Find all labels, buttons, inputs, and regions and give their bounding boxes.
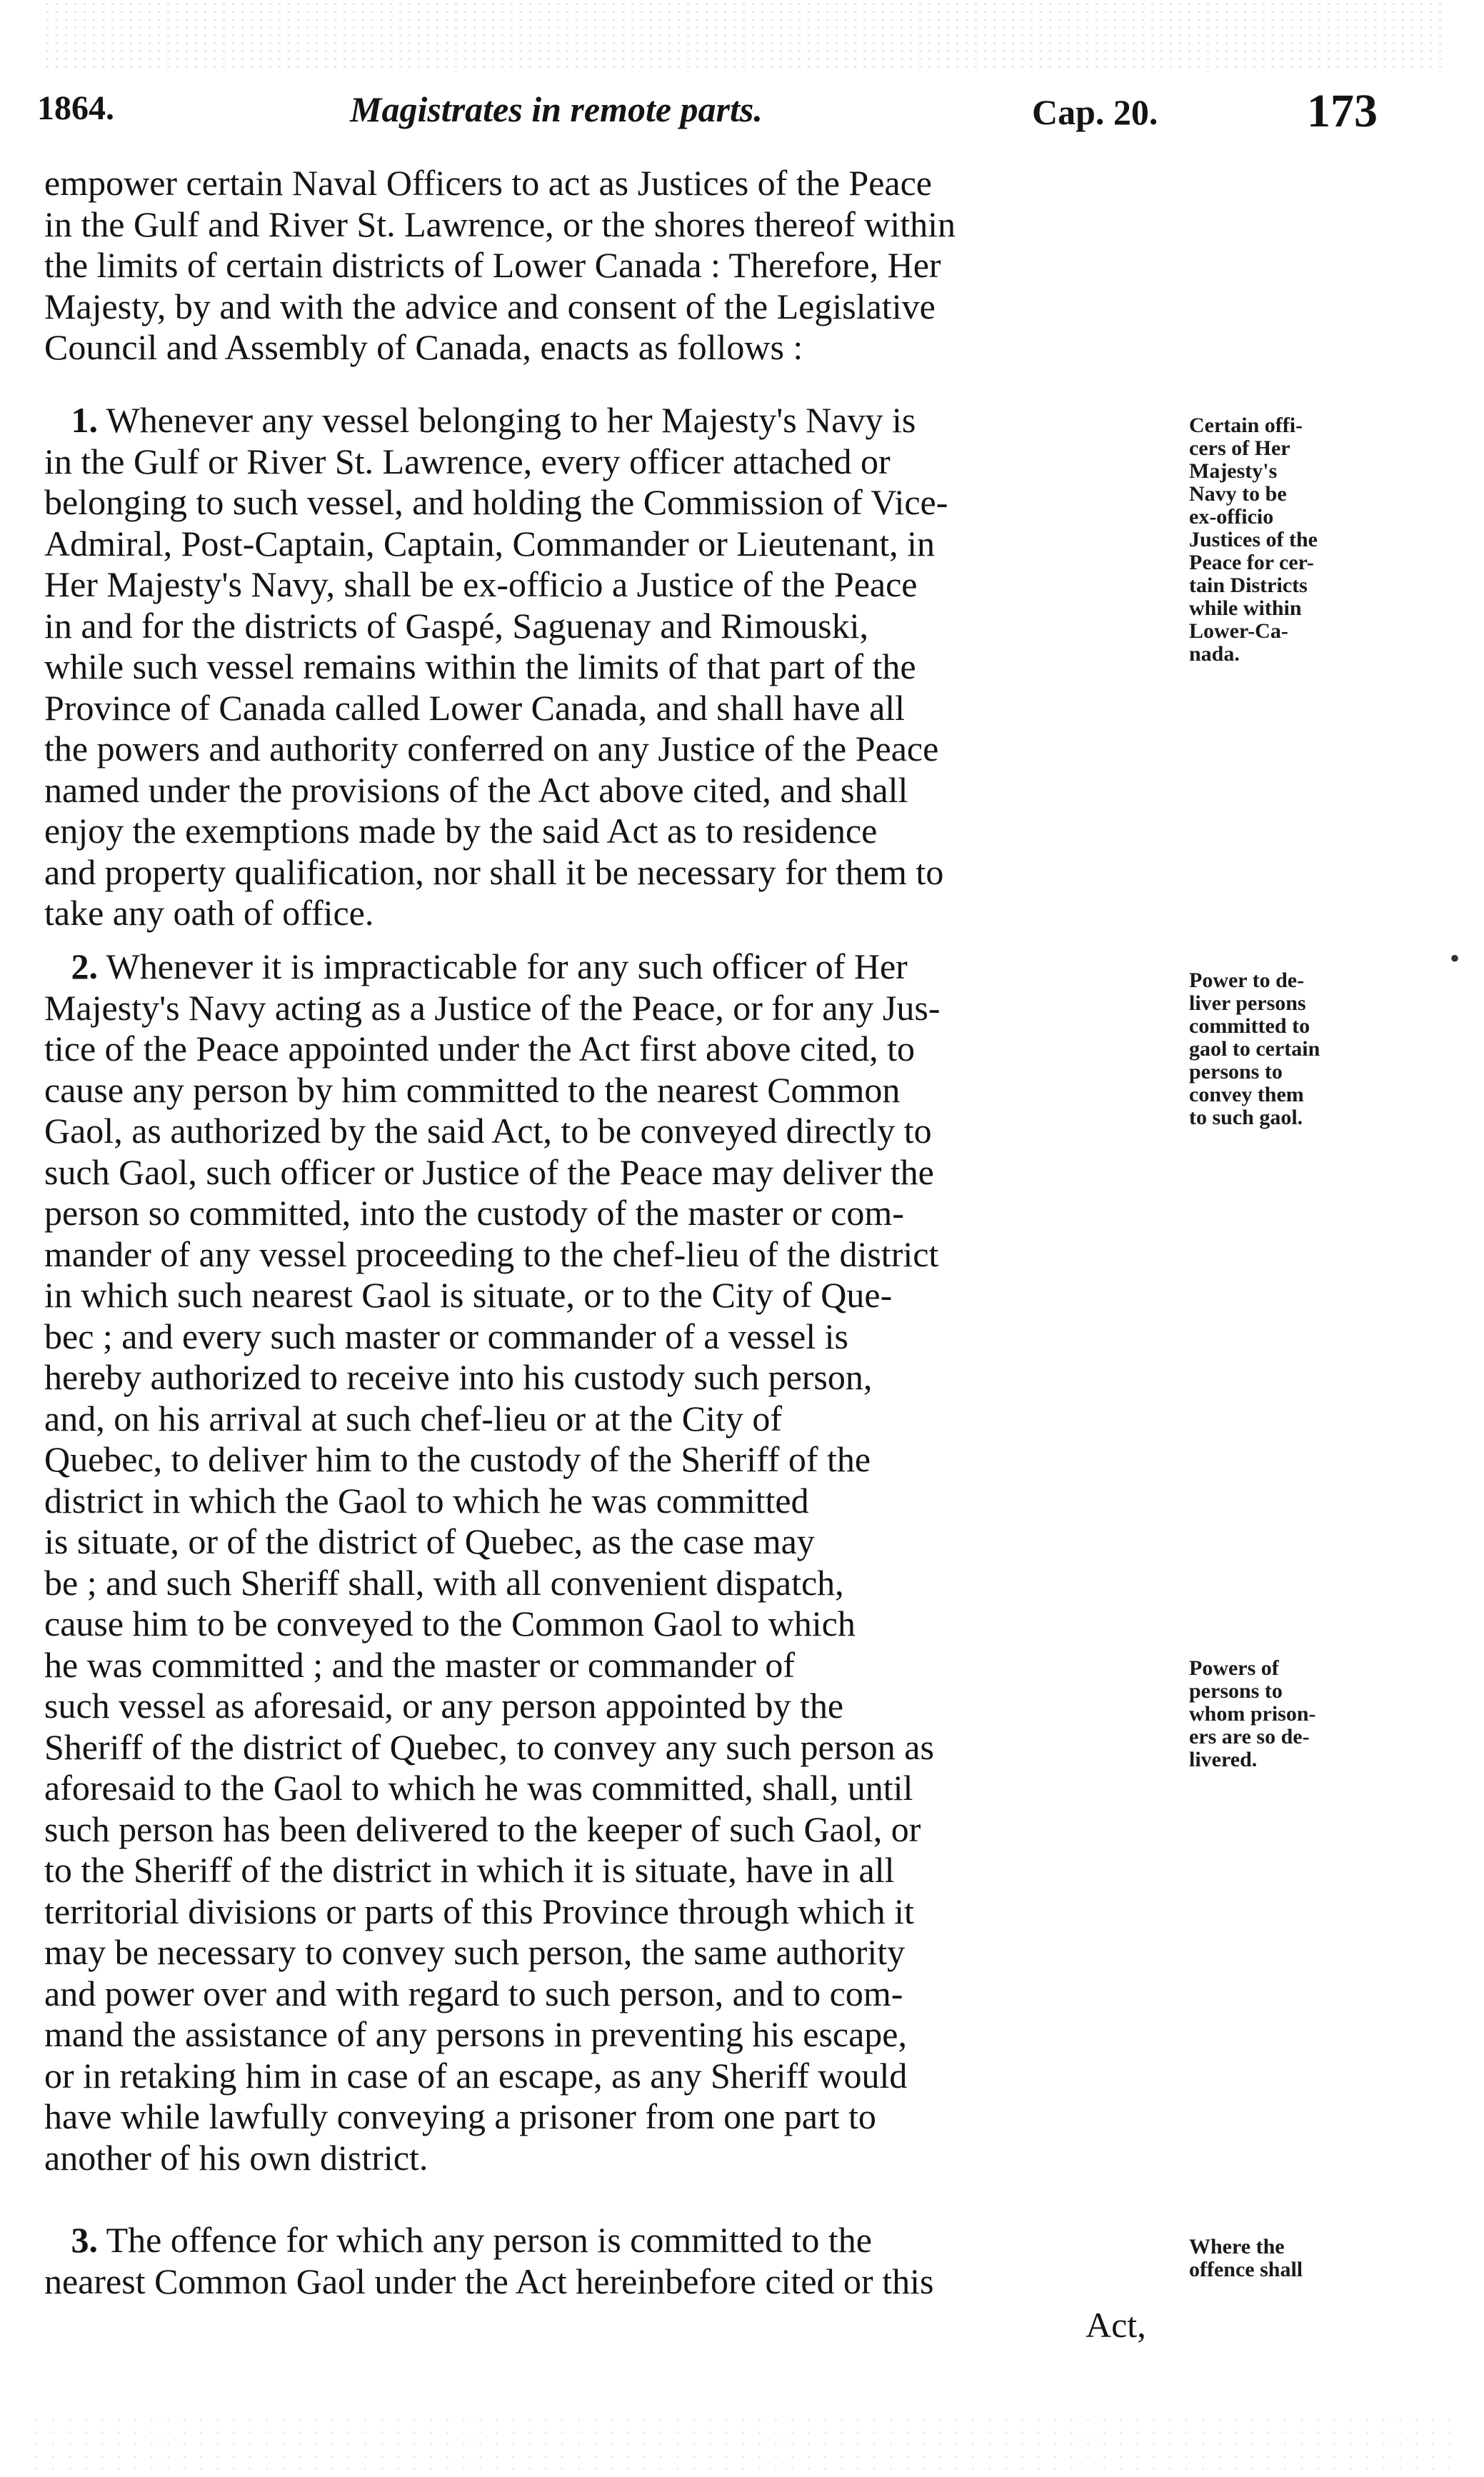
text-line: named under the provisions of the Act above cited, and shall [44,769,908,810]
text-line: mand the assistance of any persons in preventing his escape, [44,2014,907,2054]
scan-noise-top [43,0,1443,68]
sidenote-line: ers are so de- [1189,1725,1310,1748]
section-1-first-line [44,400,1180,441]
sidenote-line: cers of Her [1189,436,1290,460]
sidenote-line: offence shall [1189,2258,1303,2281]
text-line: mander of any vessel proceeding to the chef-lieu of the district [44,1234,939,1274]
text-line: another of his own district. [44,2137,428,2178]
text-line: Admiral, Post-Captain, Captain, Commander or Lieutenant, in [44,523,935,564]
text-line: Council and Assembly of Canada, enacts as follows : [44,327,803,367]
catchword: Act, [1086,2305,1146,2345]
text-line: the powers and authority conferred on any Justice of the Peace [44,729,939,769]
margin-mark: • [1450,942,1460,974]
text-line: nearest Common Gaol under the Act hereinbefore cited or this [44,2261,934,2301]
text-line: tice of the Peace appointed under the Act first above cited, to [44,1029,915,1069]
section-2 [44,946,1180,2178]
section-3 [44,2220,1180,2302]
text-line: the limits of certain districts of Lower Canada : Therefore, Her [44,245,941,285]
sidenote-section-2a [1189,969,1403,1129]
text-line: empower certain Naval Officers to act as Justices of the Peace [44,163,932,203]
text-line: be ; and such Sheriff shall, with all convenient dispatch, [44,1562,844,1603]
sidenote-line: to such gaol. [1189,1106,1303,1129]
text-line: bec ; and every such master or commander of a vessel is [44,1316,848,1356]
text-line: district in which the Gaol to which he was committed [44,1480,809,1521]
sidenote-section-1 [1189,414,1403,666]
sidenote-line: while within [1189,596,1302,620]
sidenote-line: Certain offi- [1189,414,1303,437]
text-line: take any oath of office. [44,893,374,933]
section-number: 2. [71,946,98,986]
sidenote-line: liver persons [1189,991,1306,1015]
sidenote-line: convey them [1189,1083,1304,1106]
text-line: in and for the districts of Gaspé, Saguenay and Rimouski, [44,605,868,646]
text-line: belonging to such vessel, and holding the Commission of Vice- [44,482,948,522]
text-line: aforesaid to the Gaol to which he was committed, shall, until [44,1768,913,1808]
text-line: and property qualification, nor shall it be necessary for them to [44,851,944,892]
sidenote-line: Where the [1189,2235,1285,2258]
text-span: Whenever any vessel belonging to her Majesty's Navy is [106,400,916,440]
sidenote-line: Power to de- [1189,969,1305,992]
sidenote-line: livered. [1189,1748,1258,1771]
text-line: have while lawfully conveying a prisoner from one part to [44,2096,876,2136]
sidenote-line: gaol to certain [1189,1037,1320,1061]
text-line: Sheriff of the district of Quebec, to convey any such person as [44,1726,934,1767]
text-line: in which such nearest Gaol is situate, or to the City of Que- [44,1275,893,1315]
text-line: such person has been delivered to the keeper of such Gaol, or [44,1808,921,1849]
section-number: 3. [71,2220,98,2260]
sidenote-line: Navy to be [1189,482,1287,506]
header-chapter: Cap. 20. [1032,92,1158,132]
sidenote-line: Majesty's [1189,459,1278,483]
text-line: to the Sheriff of the district in which it is situate, have in all [44,1850,895,1890]
text-line: Gaol, as authorized by the said Act, to be conveyed directly to [44,1111,932,1151]
sidenote-line: whom prison- [1189,1702,1316,1726]
text-line: person so committed, into the custody of the master or com- [44,1193,904,1233]
sidenote-line: Lower-Ca- [1189,619,1288,643]
sidenote-line: ex-officio [1189,505,1274,529]
sidenote-line: tain Districts [1189,574,1308,597]
text-line: Her Majesty's Navy, shall be ex-officio a Justice of the Peace [44,564,918,604]
section-1 [44,400,1180,934]
section-2-first-line [44,946,1180,988]
text-line: in the Gulf and River St. Lawrence, or the shores thereof within [44,204,956,244]
text-line: Quebec, to deliver him to the custody of the Sheriff of the [44,1439,871,1479]
text-line: cause him to be conveyed to the Common Gaol to which [44,1603,856,1643]
intro-paragraph [44,163,1180,369]
text-line: enjoy the exemptions made by the said Act as to residence [44,811,878,851]
text-line: cause any person by him committed to the nearest Common [44,1069,901,1110]
sidenote-line: Justices of the [1189,528,1318,551]
text-span: The offence for which any person is committed to the [106,2220,872,2260]
sidenote-line: persons to [1189,1679,1283,1703]
text-line: may be necessary to convey such person, the same authority [44,1932,906,1972]
text-line: and power over and with regard to such person, and to com- [44,1973,903,2013]
text-line: Majesty's Navy acting as a Justice of the Peace, or for any Jus- [44,987,941,1028]
page-number: 173 [1307,85,1378,137]
running-header [0,84,1484,149]
text-line: territorial divisions or parts of this Province through which it [44,1891,914,1931]
section-3-first-line [44,2220,1180,2261]
text-line: such Gaol, such officer or Justice of the Peace may deliver the [44,1151,934,1192]
text-line: or in retaking him in case of an escape, as any Sheriff would [44,2055,908,2096]
text-line: such vessel as aforesaid, or any person appointed by the [44,1686,844,1726]
sidenote-line: Peace for cer- [1189,551,1314,574]
text-line: in the Gulf or River St. Lawrence, every officer attached or [44,441,891,481]
text-line: while such vessel remains within the limits of that part of the [44,646,916,686]
sidenote-line: persons to [1189,1060,1283,1084]
sidenote-line: nada. [1189,642,1240,666]
sidenote-section-2b [1189,1657,1403,1771]
scan-noise-bottom [29,2414,1450,2471]
text-line: Province of Canada called Lower Canada, and shall have all [44,687,906,728]
text-line: Majesty, by and with the advice and consent of the Legislative [44,286,936,326]
text-line: hereby authorized to receive into his custody such person, [44,1357,873,1397]
sidenote-line: committed to [1189,1014,1310,1038]
text-line: is situate, or of the district of Quebec, as the case may [44,1521,815,1561]
text-span: Whenever it is impracticable for any such officer of Her [106,946,908,986]
sidenote-line: Powers of [1189,1656,1279,1680]
section-number: 1. [71,400,98,440]
text-line: and, on his arrival at such chef-lieu or at the City of [44,1398,783,1438]
header-year: 1864. [37,89,114,127]
header-title: Magistrates in remote parts. [350,89,763,129]
text-line: he was committed ; and the master or commander of [44,1644,796,1685]
sidenote-section-3 [1189,2236,1403,2281]
